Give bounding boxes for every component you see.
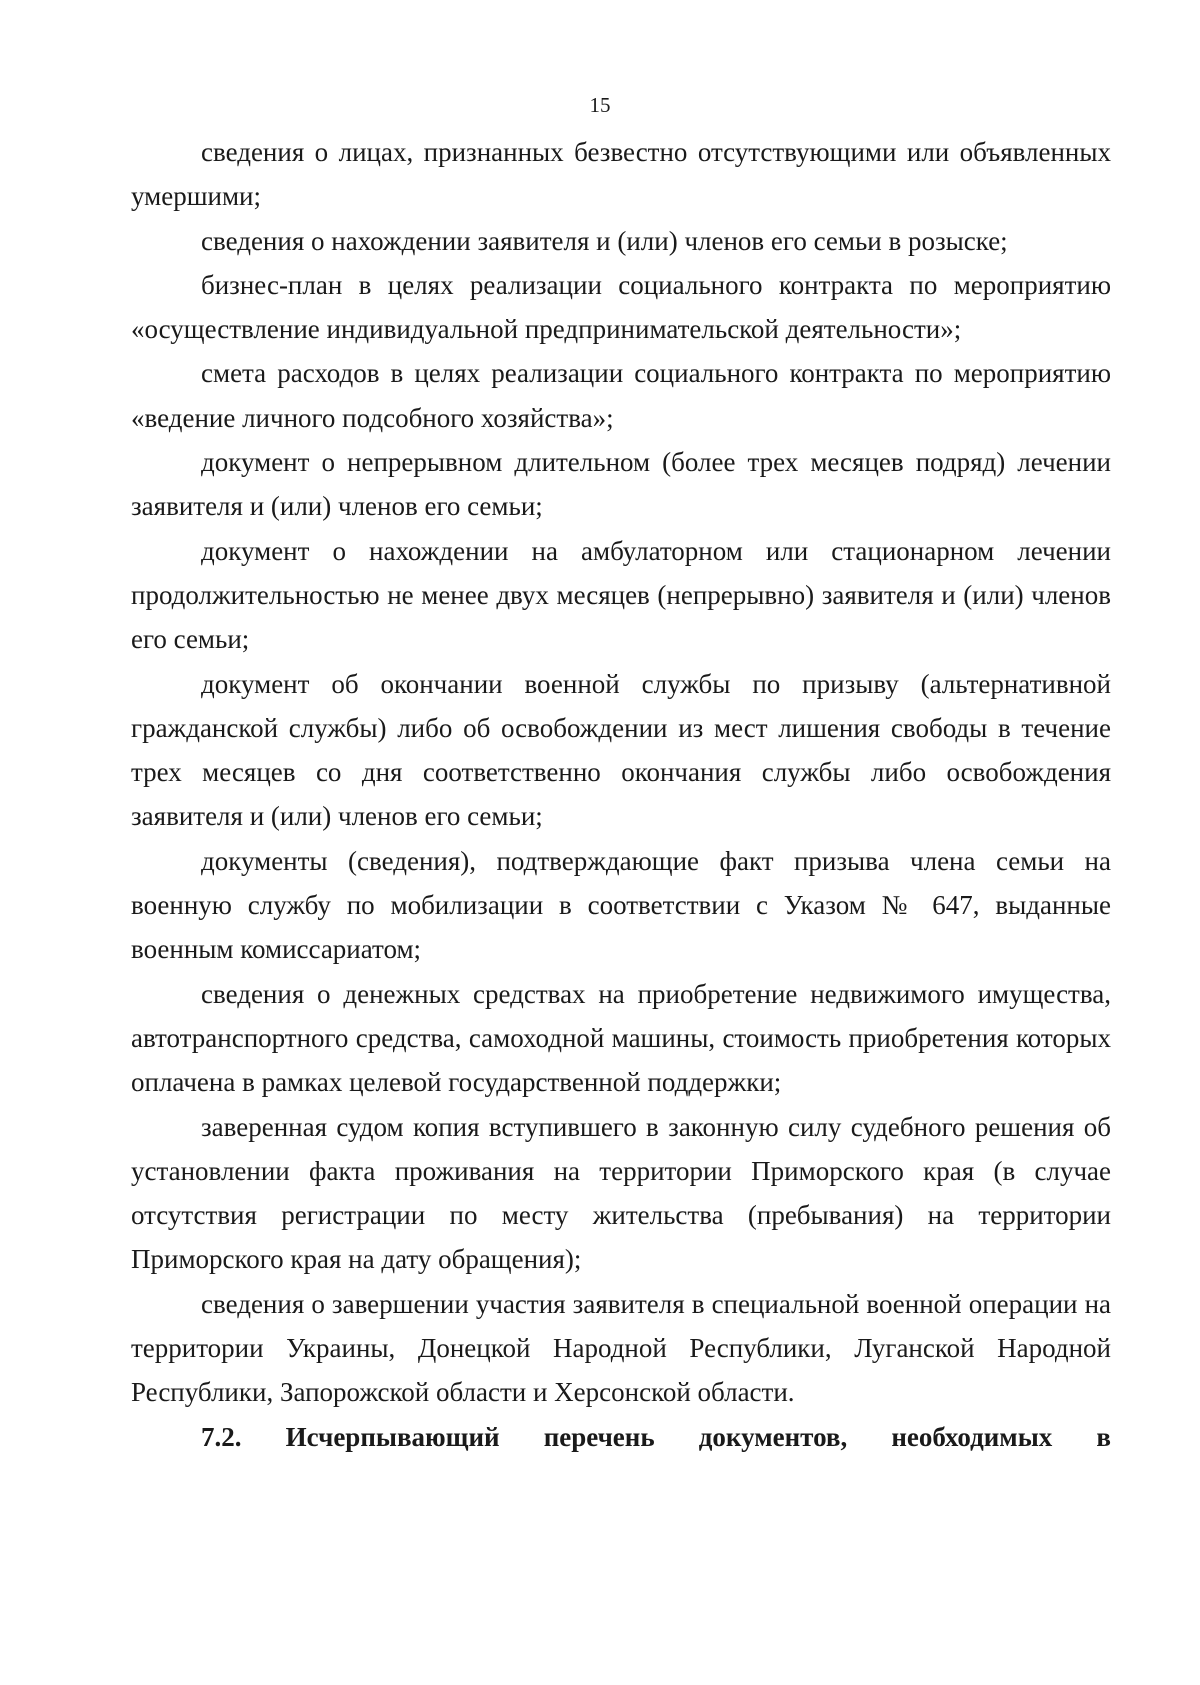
paragraph-military-service-end: документ об окончании военной службы по призыву (альтернативной гражданской службы) либо об освобождении из мест лишения свободы в течение трех месяцев со дня соответственно окончания службы либо освобождения заявителя и (или) членов его семьи; <box>131 668 1111 832</box>
paragraph-mobilization: документы (сведения), подтверждающие факт призыва члена семьи на военную службу по мобилизации в соответствии с Указом № 647, выданные военным комиссариатом; <box>131 845 1111 965</box>
paragraph-court-decision: заверенная судом копия вступившего в законную силу судебного решения об установлении факта проживания на территории Приморского края (в случае отсутствия регистрации по месту жительства (пребывания) на территории Приморского края на дату обращения); <box>131 1111 1111 1275</box>
paragraph-outpatient-treatment: документ о нахождении на амбулаторном или стационарном лечении продолжительностью не менее двух месяцев (непрерывно) заявителя и (или) членов его семьи; <box>131 535 1111 655</box>
paragraph-wanted-search: сведения о нахождении заявителя и (или) членов его семьи в розыске; <box>201 225 1008 256</box>
paragraph-state-support-funds: сведения о денежных средствах на приобретение недвижимого имущества, автотранспортного средства, самоходной машины, стоимость приобретения которых оплачена в рамках целевой государственной поддержки; <box>131 978 1111 1098</box>
section-heading-7-2: 7.2. Исчерпывающий перечень документов, необходимых в <box>201 1421 1111 1452</box>
paragraph-special-operation: сведения о завершении участия заявителя в специальной военной операции на территории Украины, Донецкой Народной Республики, Луганской Народной Республики, Запорожской области и Херсонской области. <box>131 1288 1111 1408</box>
paragraph-expense-estimate: смета расходов в целях реализации социального контракта по мероприятию «ведение личного подсобного хозяйства»; <box>131 358 1111 433</box>
paragraph-long-treatment: документ о непрерывном длительном (более трех месяцев подряд) лечении заявителя и (или) членов его семьи; <box>131 447 1111 522</box>
paragraph-missing-persons: сведения о лицах, признанных безвестно отсутствующими или объявленных умершими; <box>131 137 1111 212</box>
page-number: 15 <box>589 93 611 117</box>
document-body <box>131 130 1111 1459</box>
paragraph-business-plan: бизнес-план в целях реализации социального контракта по мероприятию «осуществление индивидуальной предпринимательской деятельности»; <box>131 269 1111 345</box>
